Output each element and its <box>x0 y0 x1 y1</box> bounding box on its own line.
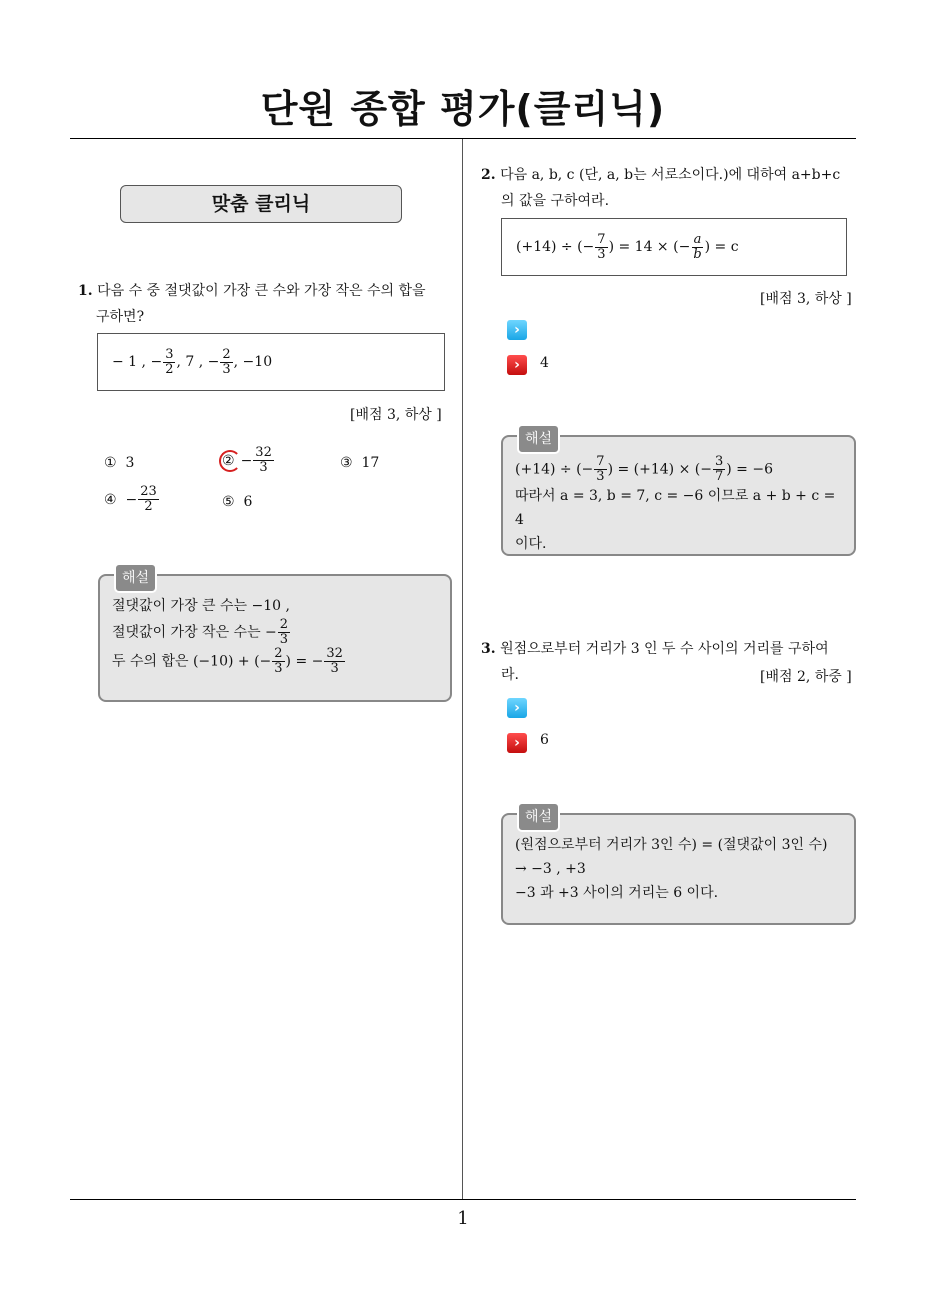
bottom-rule <box>70 1199 856 1200</box>
explanation-text: (+14) ÷ (− $\frac{7}{3}$ ) = (+14) × (− $\frac{3}{7}$ ) = −6 <box>515 454 773 484</box>
score-label: [배점 3, 하상 ] <box>760 291 852 307</box>
question-text: 구하면? <box>96 309 145 325</box>
formula-text: , −10 <box>233 354 273 370</box>
explanation-text: 절댓값이 가장 큰 수는 −10 , <box>112 598 290 614</box>
explanation-box <box>501 431 856 556</box>
formula-text: , 7 , <box>176 354 204 370</box>
question-1 <box>78 278 458 330</box>
page-number: 1 <box>457 1208 469 1229</box>
page-title: 단원 종합 평가(클리닉) <box>260 87 666 131</box>
fraction: $\frac{2}{3}$ <box>222 346 231 377</box>
explanation-box <box>501 809 856 925</box>
explanation-box <box>98 570 452 702</box>
top-rule <box>70 138 856 139</box>
explanation-tag: 해설 <box>114 563 157 593</box>
choice-2: ② − $\frac{32}{3}$ <box>222 446 275 475</box>
score-label: [배점 2, 하중 ] <box>760 669 852 685</box>
question-number: 1. <box>78 283 93 299</box>
formula-text: − <box>150 354 163 370</box>
explanation-tag: 해설 <box>517 424 560 454</box>
choice-3: ③ 17 <box>340 455 380 471</box>
explanation-text: (원점으로부터 거리가 3인 수) = (절댓값이 3인 수) <box>515 837 828 853</box>
explanation-text: 따라서 a = 3, b = 7, c = −6 이므로 a + b + c = 4 <box>515 488 836 528</box>
hint-arrow-icon[interactable]: › <box>507 698 527 718</box>
score-label: [배점 3, 하상 ] <box>350 407 442 423</box>
formula-text: − <box>207 354 220 370</box>
answer-text: 6 <box>540 732 549 748</box>
column-divider <box>462 139 463 1200</box>
answer-mark-icon: ② <box>222 453 235 469</box>
formula-text: − 1 , <box>112 354 146 370</box>
explanation-text: 두 수의 합은 (−10) + (− $\frac{2}{3}$ ) = − $\frac{32}{3}$ <box>112 646 343 676</box>
explanation-text: → −3 , +3 <box>515 861 586 877</box>
choice-4: ④ − $\frac{23}{2}$ <box>104 484 157 514</box>
choice-5: ⑤ 6 <box>222 494 253 510</box>
question-text: 의 값을 구하여라. <box>501 193 610 209</box>
explanation-tag: 해설 <box>517 802 560 832</box>
explanation-text: 이다. <box>515 536 547 552</box>
explanation-text: −3 과 +3 사이의 거리는 6 이다. <box>515 885 719 901</box>
answer-arrow-icon[interactable]: › <box>507 733 527 753</box>
question-number: 2. <box>481 167 496 183</box>
question-2 <box>481 162 861 214</box>
formula-box <box>97 333 445 391</box>
explanation-text: 절댓값이 가장 작은 수는 − $\frac{2}{3}$ <box>112 617 289 647</box>
question-text: 다음 a, b, c (단, a, b는 서로소이다.)에 대하여 a+b+c <box>500 167 841 183</box>
question-number: 3. <box>481 641 496 657</box>
fraction: $\frac{3}{2}$ <box>165 346 174 377</box>
answer-arrow-icon[interactable]: › <box>507 355 527 375</box>
hint-arrow-icon[interactable]: › <box>507 320 527 340</box>
answer-text: 4 <box>540 355 549 371</box>
formula-box: (+14) ÷ (− $\frac{7}{3}$ ) = 14 × (− $\frac{a}{b}$ ) = c <box>501 218 847 276</box>
section-label: 맞춤 클리닉 <box>120 185 402 223</box>
choice-1: ① 3 <box>104 455 135 471</box>
question-text: 라. <box>501 667 519 683</box>
question-text: 다음 수 중 절댓값이 가장 큰 수와 가장 작은 수의 합을 <box>97 283 426 299</box>
question-text: 원점으로부터 거리가 3 인 두 수 사이의 거리를 구하여 <box>500 641 829 657</box>
